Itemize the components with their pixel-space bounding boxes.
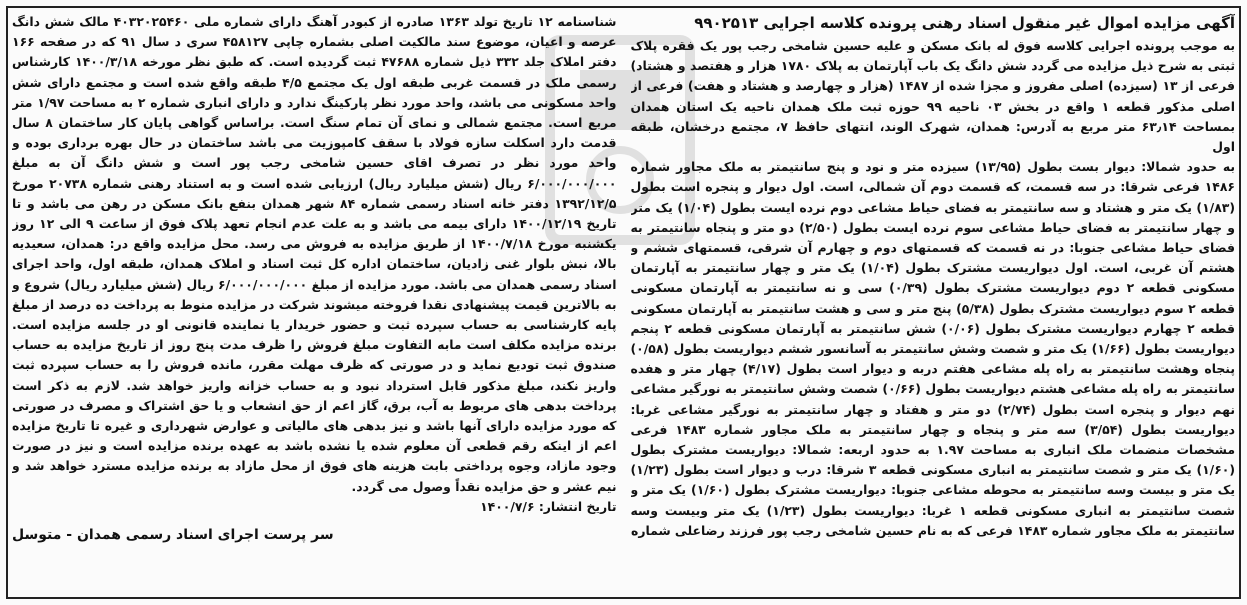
notice-title: آگهی مزایده اموال غیر منقول اسناد رهنی پرونده کلاسه اجرایی ۹۹۰۲۵۱۳ (694, 14, 1235, 32)
signature: سر پرست اجرای اسناد رسمی همدان - متوسل (12, 527, 334, 544)
right-column (631, 12, 1236, 593)
paragraph: به حدود شمالا: دیوار بست بطول (۱۳/۹۵) سیزده متر و نود و پنج سانتیمتر به ملک مجاور شماره ۱۴۸۶ فرعی شرقا: در سه قسمت، که قسمت دوم آن شمالی، است. اول دیوار و پنجره است بطول (۱/۸۳) یک متر و هشتاد و سه سانتیمتر به فضای حیاط مشاعی دوم نرده ایست بطول (۱/۰۴) یک متر و چهار سانتیمتر به فضای حیاط مشاعی سوم نرده ایست بطول (۲/۵۰) دو متر و پنجاه سانتیمتر به فضای حیاط مشاعی جنوبا: در نه قسمت که قسمتهای دوم و چهارم آن شرقی، قسمتهای ششم و هشتم آن غربی، است. اول دیواریست مشترک بطول (۱/۰۴) یک متر و چهار سانتیمتر به آپارتمان مسکونی قطعه ۲ دوم دیواریست مشترک بطول (۰/۳۹) سی و نه سانتیمتر به آپارتمان مسکونی قطعه ۲ سوم دیواریست مشترک بطول (۵/۳۸) پنج متر و سی و هشت سانتیمتر به آپارتمان مسکونی قطعه ۲ چهارم دیواریست مشترک بطول (۰/۰۶) شش سانتیمتر به آپارتمان مسکونی قطعه ۲ پنجم دیواریست بطول (۱/۶۶) یک متر و شصت وشش سانتیمتر به آسانسور ششم دیواریست بطول (۰/۵۸) پنجاه وهشت سانتیمتر به راه پله مشاعی هفتم دربه و دیوار است بطول (۴/۱۷) چهار متر و هفده سانتیمتر به راه پله مشاعی هشتم دیواریست بطول (۰/۶۶) شصت وشش سانتیمتر به نورگیر مشاعی نهم دیوار و پنجره است بطول (۲/۷۴) دو متر و هفتاد و چهار سانتیمتر به نورگیر مشاعی غربا: دیواریست بطول (۳/۵۴) سه متر و پنجاه و چهار سانتیمتر به ملک مجاور شماره ۱۴۸۳ فرعی مشخصات منضمات ملک انباری به مساحت ۱.۹۷ به حدود اربعه: شمالا: دیواریست مشترک بطول (۱/۶۰) یک متر و شصت سانتیمتر به انباری مسکونی قطعه ۳ شرقا: درب و دیوار است بطول (۱/۲۳) یک متر و بیست وسه سانتیمتر به محوطه مشاعی جنوبا: دیواریست مشترک بطول (۱/۶۰) یک متر و شصت سانتیمتر به انباری مسکونی قطعه ۱ غربا: دیواریست بطول (۱/۲۳) یک متر وبیست وسه سانتیمتر به ملک مجاور شماره ۱۴۸۳ فرعی که به نام حسین شامخی رجب پور فرزند رضاعلی شماره (630, 159, 1235, 538)
left-column (12, 12, 617, 593)
paragraph: شناسنامه ۱۲ تاریخ تولد ۱۳۶۳ صادره از کبودر آهنگ دارای شماره ملی ۴۰۳۲۰۲۵۴۶۰ مالک شش دانگ عرصه و اعیان، موضوع سند مالکیت اصلی بشماره چاپی ۴۵۸۱۲۷ سری د سال ۹۱ که در صفحه ۱۶۶ دفتر املاک جلد ۳۳۲ ذیل شماره ۴۷۶۸۸ ثبت گردیده است. که طبق نظر مورخه ۱۴۰۰/۳/۱۸ کارشناس رسمی ملک در قسمت غربی طبقه اول یک مجتمع ۴/۵ طبقه واقع شده است و مجتمع دارای شش واحد مسکونی می باشد، واحد مورد نظر پارکینگ ندارد و دارای انباری شماره ۲ به مساحت ۱/۹۷ متر مربع است. مجتمع شمالی و نمای آن تمام سنگ است. براساس گواهی پایان کار ساختمان ۸ سال قدمت دارد اسکلت سازه فولاد با سقف کامپوزیت می باشد ساختمان در حال بهره برداری بوده و واحد مورد نظر در تصرف اقای حسین شامخی رجب پور است و شش دانگ آن به مبلغ ۶/۰۰۰/۰۰۰/۰۰۰ ریال (شش میلیارد ریال) ارزیابی شده است و به استناد رهنی شماره ۲۰۷۳۸ مورخ ۱۳۹۲/۱۲/۵ دفتر خانه اسناد رسمی شماره ۸۴ شهر همدان بنفع بانک مسکن در رهن می باشد و تا تاریخ ۱۴۰۰/۱۲/۱۹ دارای بیمه می باشد و به علت عدم انجام تعهد پلاک فوق از ساعت ۹ الی ۱۲ روز یکشنبه مورخ ۱۴۰۰/۷/۱۸ از طریق مزایده به فروش می رسد. محل مزایده واقع در: همدان، سعیدیه بالا، نبش بلوار غنی زادیان، ساختمان اداره کل ثبت اسناد و املاک همدان، طبقه اول، واحد اجرای اسناد رسمی همدان می باشد. مورد مزایده از مبلغ ۶/۰۰۰/۰۰۰/۰۰۰ ریال (شش میلیارد ریال) شروع و به بالاترین قیمت پیشنهادی نقدا فروخته میشوند شرکت در مزایده منوط به پرداخت ده درصد از مبلغ پایه کارشناسی به حساب سپرده ثبت و حضور خریدار یا نماینده قانونی او در جلسه مزایده است. برنده مزایده مکلف است مابه التفاوت مبلغ فروش را ظرف مدت پنج روز از تاریخ مزایده به حساب صندوق ثبت تودیع نماید و در صورتی که ظرف مهلت مقرر، مانده فروش را به حساب سپرده ثبت واریز نکند، مبلغ مذکور قابل استرداد نبود و به حساب خزانه واریز خواهد شد. لازم به ذکر است پرداخت بدهی های مربوط به آب، برق، گاز اعم از حق انشعاب و یا حق اشتراک و مصرف در صورتی که مورد مزایده دارای آنها باشد و نیز بدهی های مالیاتی و عوارض شهرداری و غیره تا تاریخ مزایده اعم از اینکه رقم قطعی آن معلوم شده یا نشده باشد به عهده برنده مزایده است و نیز در صورت وجود مازاد، وجوه پرداختی بابت هزینه های فوق از محل مازاد به برنده مزایده مسترد خواهد شد و نیم عشر و حق مزایده نقداً وصول می گردد. (12, 14, 617, 494)
notice-columns (12, 12, 1235, 593)
publish-date: تاریخ انتشار: ۱۴۰۰/۷/۶ (480, 498, 617, 514)
paragraph: به موجب پرونده اجرایی کلاسه فوق له بانک مسکن و علیه حسین شامخی رجب پور یک فقره پلاک ثبتی به شرح ذیل مزایده می گردد شش دانگ یک باب آپارتمان به پلاک ۱۷۸۰ هزار و هفتصد و هشتاد) فرعی از ۱۳ (سیزده) اصلی مفروز و مجزا شده از ۱۴۸۷ (هزار و چهارصد و هشتاد و هفت) فرعی از اصلی مذکور قطعه ۱ واقع در بخش ۰۳ ناحیه ۹۹ حوزه ثبت ملک همدان ناحیه یک استان همدان بمساحت ۶۳٫۱۴ متر مربع به آدرس: همدان، شهرک الوند، انتهای حافظ ۷، مجتمع درخشان، طبقه اول (630, 38, 1235, 155)
